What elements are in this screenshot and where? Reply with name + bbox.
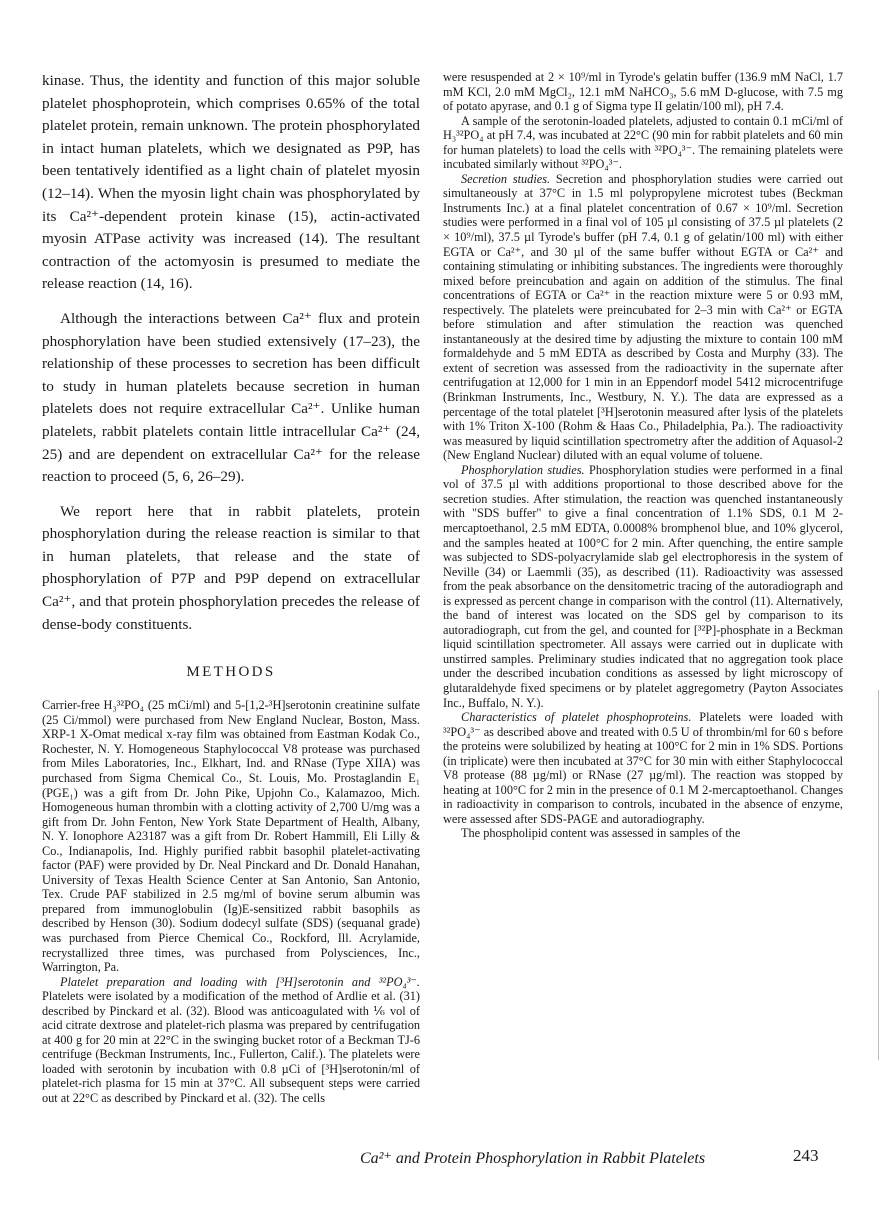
page-number: 243: [793, 1146, 819, 1165]
secretion-studies-body: Secretion and phosphorylation studies were carried out simultaneously at 37°C in 1.5 ml polypropylene microtest tubes (Beckman Instruments Inc.) at a final platelet concentration of 0.67 × 10⁹/ml. Secretion studies were performed in a final vol of 105 µl consisting of 37.5 µl platelets (2 × 10⁹/ml), 37.5 µl Tyrode's buffer (pH 7.4, 0.1 g of gelatin/100 ml) with either EGTA or Ca²⁺, and 30 µl of the same buffer without EGTA or Ca²⁺ and containing stimulating or inhibiting substances. The ingredients were thoroughly mixed before preincubation and again on addition of the stimulus. The final concentrations of EGTA or Ca²⁺ in the reaction mixture were 5 or 0.93 mM, respectively. The platelets were preincubated for 2–3 min with Ca²⁺ or EGTA before stimulation and after stimulation the reaction was quenched instantaneously at the desired time by adjusting the mixture to contain 100 mM formaldehyde and 5 mM EDTA as described by Costa and Murphy (33). The extent of secretion was assessed from the radioactivity in the supernate after centrifugation at 12,000 for 1 min in an Eppendorf model 5412 microcentrifuge (Brinkman Instruments, Inc., Westbury, N. Y.). The data are expressed as a percentage of the total platelet [³H]serotonin measured after lysis of the platelets with 1% Triton X-100 (Rohm & Haas Co., Philadelphia, Pa.). The radioactivity was measured by liquid scintillation spectrometry after the addition of Aquasol-2 (New England Nuclear) diluted with an equal volume of toluene.: [443, 171, 843, 463]
phosphoprotein-characteristics-body: Platelets were loaded with ³²PO₄³⁻ as described above and treated with 0.5 U of thrombin/ml for 60 s before the proteins were solubilized by heating at 100°C for 2 min in 1% SDS. Portions (in triplicate) were then incubated at 37°C for 30 min with either Staphylococcal V8 protease (88 µg/ml) or RNase (27 µg/ml). The reaction was stopped by heating at 100°C for 2 min in the presence of 0.1 M 2-mercaptoethanol. Changes in radioactivity in comparison to controls, incubated in the absence of enzyme, were assessed after SDS-PAGE and autoradiography.: [443, 710, 843, 826]
secretion-studies-paragraph: [443, 172, 843, 463]
phosphoprotein-characteristics-paragraph: [443, 710, 843, 826]
running-title: Ca²⁺ and Protein Phosphorylation in Rabbit Platelets: [360, 1150, 706, 1167]
platelet-preparation-paragraph: [42, 975, 420, 1106]
loading-paragraph: A sample of the serotonin-loaded platelets, adjusted to contain 0.1 mCi/ml of H₃³²PO₄ at pH 7.4, was incubated at 22°C (90 min for rabbit platelets and 60 min for human platelets) to load the cells with ³²PO₄³⁻. The remaining platelets were incubated similarly without ³²PO₄³⁻.: [443, 113, 843, 172]
phosphoprotein-characteristics-title: Characteristics of platelet phosphoproteins.: [461, 710, 692, 725]
left-column: [42, 70, 420, 1106]
phospholipid-paragraph: The phospholipid content was assessed in samples of the: [461, 826, 741, 841]
phosphorylation-studies-body: Phosphorylation studies were performed in a final vol of 37.5 µl with additions proportional to those described above for the secretion studies. After stimulation, the reaction was quenched instantaneously with "SDS buffer" to give a final concentration of 1.1% SDS, 0.1 M 2-mercaptoethanol, 2.5 mM EDTA, 0.0008% bromphenol blue, and 10% glycerol, and the samples heated at 100°C for 2 min. After quenching, the entire sample was subjected to SDS-polyacrylamide slab gel electrophoresis in the system of Neville (34) or Laemmli (35), as described (11). Radioactivity was assessed from the peak absorbance on the densitometric tracing of the autoradiograph and is expressed as percent change in comparison with the control (11). Alternatively, the band of interest was located on the SDS gel by comparison to its autoradiograph, cut from the gel, and counted for [³²P]-phosphate in a Beckman liquid scintillation spectrometer. All assays were carried out in duplicate with unstirred samples. Preliminary studies indicated that no aggregation took place under the described incubation conditions as assessed by light microscopy of glutaraldehyde fixed specimens or by platelet aggregometry (Payton Associates Inc., Buffalo, N. Y.).: [443, 462, 843, 710]
intro-paragraph-3: We report here that in rabbit platelets, protein phosphorylation during the release reaction is similar to that in human platelets, that release and the state of phosphorylation of P7P and P9P depend on extracellular Ca²⁺, and that protein phosphorylation precedes the release of dense-body constituents.: [42, 502, 420, 633]
margin-rule: [878, 690, 879, 1060]
intro-paragraph-1: kinase. Thus, the identity and function of this major soluble platelet phosphoprotein, which comprises 0.65% of the total platelet protein, remain unknown. The protein phosphorylated in intact human platelets, which we designated as P9P, has been tentatively identified as a light chain of platelet myosin (12–14). When the myosin light chain was phosphorylated by its Ca²⁺-dependent protein kinase (15), actin-activated myosin ATPase activity was increased (14). The resultant contraction of the actomyosin is presumed to mediate the release reaction (14, 16).: [42, 72, 420, 293]
intro-paragraph-2: Although the interactions between Ca²⁺ flux and protein phosphorylation have been studied extensively (17–23), the relationship of these processes to secretion has been difficult to study in human platelets because secretion in human platelets does not require extracellular Ca²⁺. Unlike human platelets, rabbit platelets contain little intracellular Ca²⁺ (24, 25) and are dependent on extracellular Ca²⁺ for the release reaction to proceed (5, 6, 26–29).: [42, 309, 420, 486]
methods-materials-paragraph: Carrier-free H₃³²PO₄ (25 mCi/ml) and 5-[1,2-³H]serotonin creatinine sulfate (25 Ci/mmol) were purchased from New England Nuclear, Boston, Mass. XRP-1 X-Omat medical x-ray film was obtained from Eastman Kodak Co., Rochester, N. Y. Homogeneous Staphylococcal V8 protease was purchased from Miles Laboratories, Inc., Elkhart, Ind. and RNase (Type XIIA) was purchased from Sigma Chemical Co., St. Louis, Mo. Prostaglandin E₁ (PGE₁) was a gift from Dr. John Pike, Upjohn Co., Kalamazoo, Mich. Homogeneous human thrombin with a clotting activity of 2,700 U/mg was a gift from Dr. John Fenton, New York State Department of Health, Albany, N. Y. Ionophore A23187 was a gift from Dr. Robert Hammill, Eli Lilly & Co., Indianapolis, Ind. Highly purified rabbit basophil platelet-activating factor (PAF) were provided by Dr. Neal Pinckard and Dr. Donald Hanahan, University of Texas Health Science Center at San Antonio, San Antonio, Tex. Crude PAF stabilized in 2.5 mg/ml of bovine serum albumin was prepared from immunoglobulin (Ig)E-sensitized rabbit basophils as described by Henson (30). Sodium dodecyl sulfate (SDS) (sequanal grade) was purchased from Pierce Chemical Co., Rockford, Ill. Acrylamide, recrystallized three times, was purchased from Polysciences, Inc., Warrington, Pa.: [42, 698, 420, 975]
resuspension-paragraph: were resuspended at 2 × 10⁹/ml in Tyrode's gelatin buffer (136.9 mM NaCl, 1.7 mM KCl, 2.0 mM MgCl₂, 12.1 mM NaHCO₃, 5.6 mM D-glucose, with 7.5 mg of potato apyrase, and 0.1 g of Sigma type II gelatin/100 ml), pH 7.4.: [443, 70, 843, 114]
right-column: [443, 70, 843, 841]
secretion-studies-title: Secretion studies.: [461, 171, 551, 186]
platelet-preparation-title: Platelet preparation and loading with [³H]serotonin and ³²PO₄³⁻.: [60, 974, 420, 989]
platelet-preparation-body: Platelets were isolated by a modification of the method of Ardlie et al. (31) described by Pinckard et al. (32). Blood was anticoagulated with ⅙ vol of acid citrate dextrose and platelet-rich plasma was prepared by centrifugation at 400 g for 20 min at 22°C in the swinging bucket rotor of a Beckman TJ-6 centrifuge (Beckman Instruments, Inc., Fullerton, Calif.). The platelets were loaded with serotonin by incubation with 0.8 µCi of [³H]serotonin/ml of platelet-rich plasma for 15 min at 37°C. All subsequent steps were carried out at 22°C as described by Pinckard et al. (32). The cells: [42, 989, 420, 1106]
phosphorylation-studies-paragraph: [443, 463, 843, 710]
methods-heading: METHODS: [186, 664, 276, 681]
phosphorylation-studies-title: Phosphorylation studies.: [461, 462, 585, 477]
